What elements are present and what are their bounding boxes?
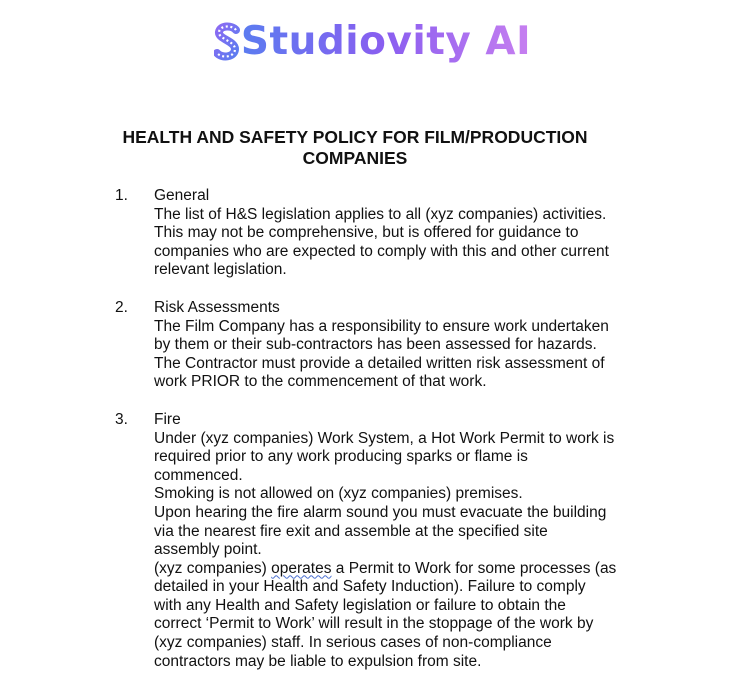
text-fragment: (xyz companies) (154, 559, 272, 577)
section-text-line: work PRIOR to the commencement of that work. (154, 373, 487, 391)
section-heading: Fire (154, 410, 181, 428)
section-number: 2. (115, 298, 128, 316)
section-text-line: commenced. (154, 466, 243, 484)
section-text-line: required prior to any work producing sparks or flame is (154, 448, 528, 466)
section-fire (0, 411, 745, 671)
logo-wordmark: Studiovity AI (240, 19, 532, 64)
policy-sections (0, 187, 745, 690)
section-number: 3. (115, 410, 128, 428)
spellcheck-underlined-word: operates (271, 559, 332, 577)
section-text-line: correct ‘Permit to Work’ will result in the stoppage of the work by (154, 615, 594, 633)
section-text-line: assembly point. (154, 541, 262, 559)
studiovity-logo (0, 18, 745, 66)
section-text-line: Smoking is not allowed on (xyz companies) premises. (154, 485, 523, 503)
section-general (0, 187, 745, 280)
film-strip-s-icon (214, 22, 240, 62)
section-text-line: The Contractor must provide a detailed written risk assessment of (154, 354, 605, 372)
section-text-line: Upon hearing the fire alarm sound you must evacuate the building (154, 503, 607, 521)
section-number: 1. (115, 187, 128, 204)
section-text-line: with any Health and Safety legislation or failure to obtain the (154, 596, 566, 614)
text-fragment: a Permit to Work for some processes (as (331, 559, 617, 577)
section-text-line: via the nearest fire exit and assemble at the specified site (154, 522, 548, 540)
section-risk-assessments (0, 299, 745, 392)
section-text-line: The Film Company has a responsibility to ensure work undertaken (154, 317, 609, 335)
section-heading: Risk Assessments (154, 298, 280, 316)
section-text-line: This may not be comprehensive, but is offered for guidance to (154, 224, 579, 242)
section-text-line (154, 560, 644, 579)
section-text-line: (xyz companies) staff. In serious cases of non-compliance (154, 634, 552, 652)
section-heading: General (154, 187, 210, 204)
section-text-line: contractors may be liable to expulsion from site. (154, 652, 482, 670)
section-text-line: The list of H&S legislation applies to all (xyz companies) activities. (154, 205, 607, 223)
section-text-line: relevant legislation. (154, 261, 287, 279)
section-text-line: detailed in your Health and Safety Induction). Failure to comply (154, 578, 586, 596)
section-body (154, 299, 644, 392)
section-text-line: Under (xyz companies) Work System, a Hot Work Permit to work is (154, 429, 615, 447)
title-line: COMPANIES (302, 148, 408, 168)
title-line: HEALTH AND SAFETY POLICY FOR FILM/PRODUCTION (122, 127, 588, 147)
document-title (100, 127, 610, 169)
section-body (154, 411, 644, 671)
section-text-line: by them or their sub-contractors has been assessed for hazards. (154, 336, 597, 354)
section-body (154, 187, 644, 280)
section-text-line: companies who are expected to comply with this and other current (154, 242, 609, 260)
